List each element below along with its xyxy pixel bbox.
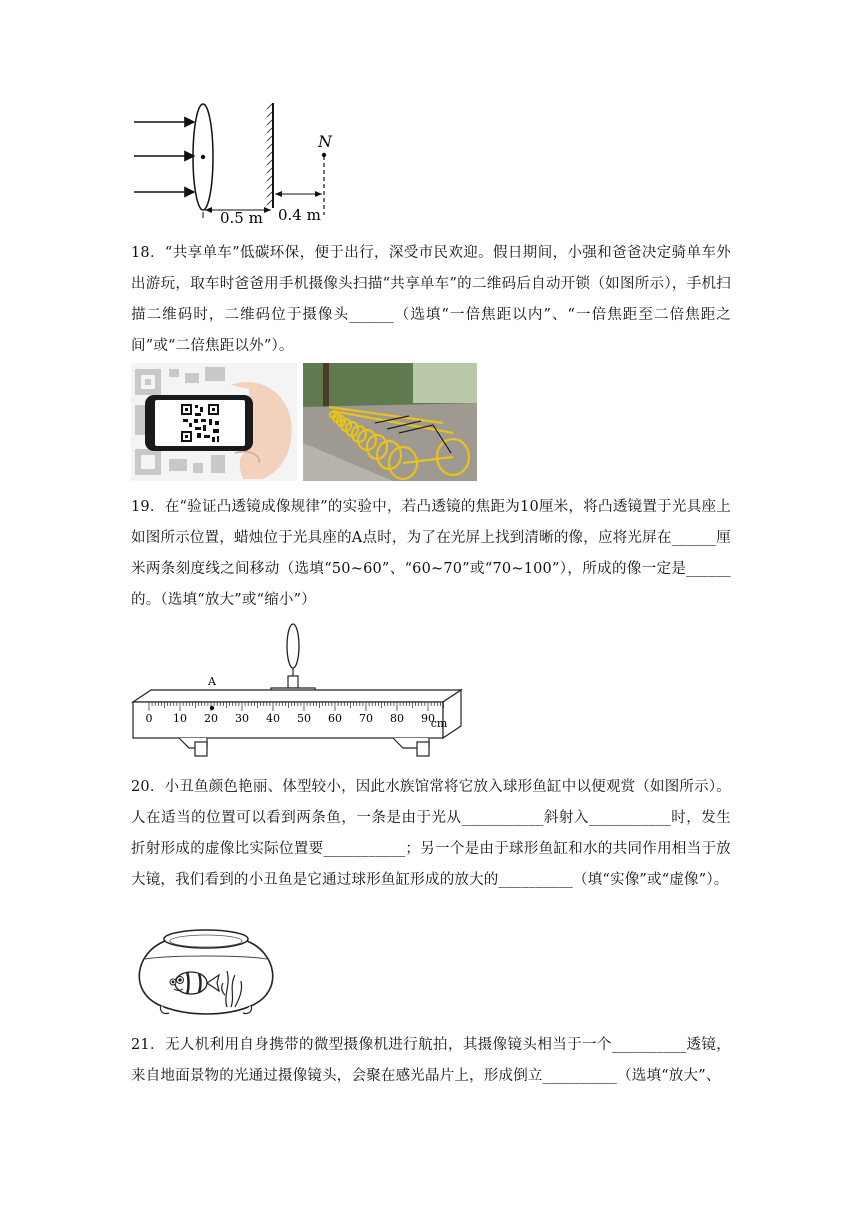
scale-unit-label: cm (430, 717, 448, 730)
qr-code-icon (180, 403, 220, 443)
distance-label-left: 0.5 m (220, 209, 263, 225)
bench-foot-left (179, 738, 207, 756)
distance-label-right: 0.4 m (278, 206, 321, 224)
bench-foot-right (393, 738, 429, 756)
water-surface (145, 956, 267, 959)
scale-tick-label: 10 (173, 712, 187, 725)
point-n-dot (322, 153, 326, 157)
shared-bikes-photo (303, 363, 477, 481)
optical-bench-figure (131, 620, 466, 762)
seaweed-icon (222, 971, 242, 1007)
point-a-label: A (208, 675, 216, 688)
fish-bowl-figure (131, 925, 281, 1017)
clownfish-icon (170, 972, 219, 994)
question-18-text: 18．“共享单车”低碳环保，便于出行，深受市民欢迎。假日期间，小强和爸爸决定骑单车外出游玩，取车时爸爸用手机摄像头扫描“共享单车”的二维码后自动开锁（如图所示），手机扫描二维码时，二维码位于摄像头______（选填“一倍焦距以内”、“一倍焦距至二倍焦距之间”或“二倍焦距以外”）。 (131, 245, 731, 354)
lens-center-dot (201, 155, 205, 159)
scale-tick-label: 70 (359, 712, 373, 725)
scale-tick-label: 50 (297, 712, 311, 725)
point-n-label: N (318, 132, 332, 151)
scale-tick-label: 40 (266, 712, 280, 725)
bench-top-face (133, 690, 461, 702)
scale-tick-label: 60 (328, 712, 342, 725)
question-21-text: 21．无人机利用自身携带的微型摄像机进行航拍，其摄像镜头相当于一个__________透镜，来自地面景物的光通过摄像镜头，会聚在感光晶片上，形成倒立__________（选填“放大”、 (131, 1037, 731, 1084)
bowl-body (139, 941, 272, 1014)
scale-tick-label: 30 (235, 712, 249, 725)
question-20-text: 20．小丑鱼颜色艳丽、体型较小，因此水族馆常将它放入球形鱼缸中以便观赏（如图所示）。人在适当的位置可以看到两条鱼，一条是由于光从___________斜射入___________时，发生折射形成的虚像比实际位置要___________；另一个是由于球形鱼缸和水的共同作用相当于放大镜，我们看到的小丑鱼是它通过球形鱼缸形成的放大的__________（填“实像”或“虚像”）。 (131, 779, 731, 888)
question-19-text: 19．在“验证凸透镜成像规律”的实验中，若凸透镜的焦距为10厘米，将凸透镜置于光具座上如图所示位置，蜡烛位于光具座的A点时，为了在光屏上找到清晰的像，应将光屏在______厘米两条刻度线之间移动（选填“50~60”、“60~70”或“70~100”），所成的像一定是______的。（选填“放大”或“缩小”） (131, 499, 731, 608)
bowl-feet (160, 1005, 251, 1014)
lens-mirror-figure (128, 100, 338, 225)
scale-tick-label: 80 (390, 712, 404, 725)
point-a-dot (210, 706, 214, 710)
phone-qr-photo (131, 363, 297, 481)
convex-lens-on-bench (287, 624, 299, 668)
scale-tick-label: 0 (145, 712, 153, 725)
scale-tick-label: 20 (204, 712, 218, 725)
bowl-rim (164, 930, 248, 948)
scale-tick-label: 90 (421, 712, 435, 725)
